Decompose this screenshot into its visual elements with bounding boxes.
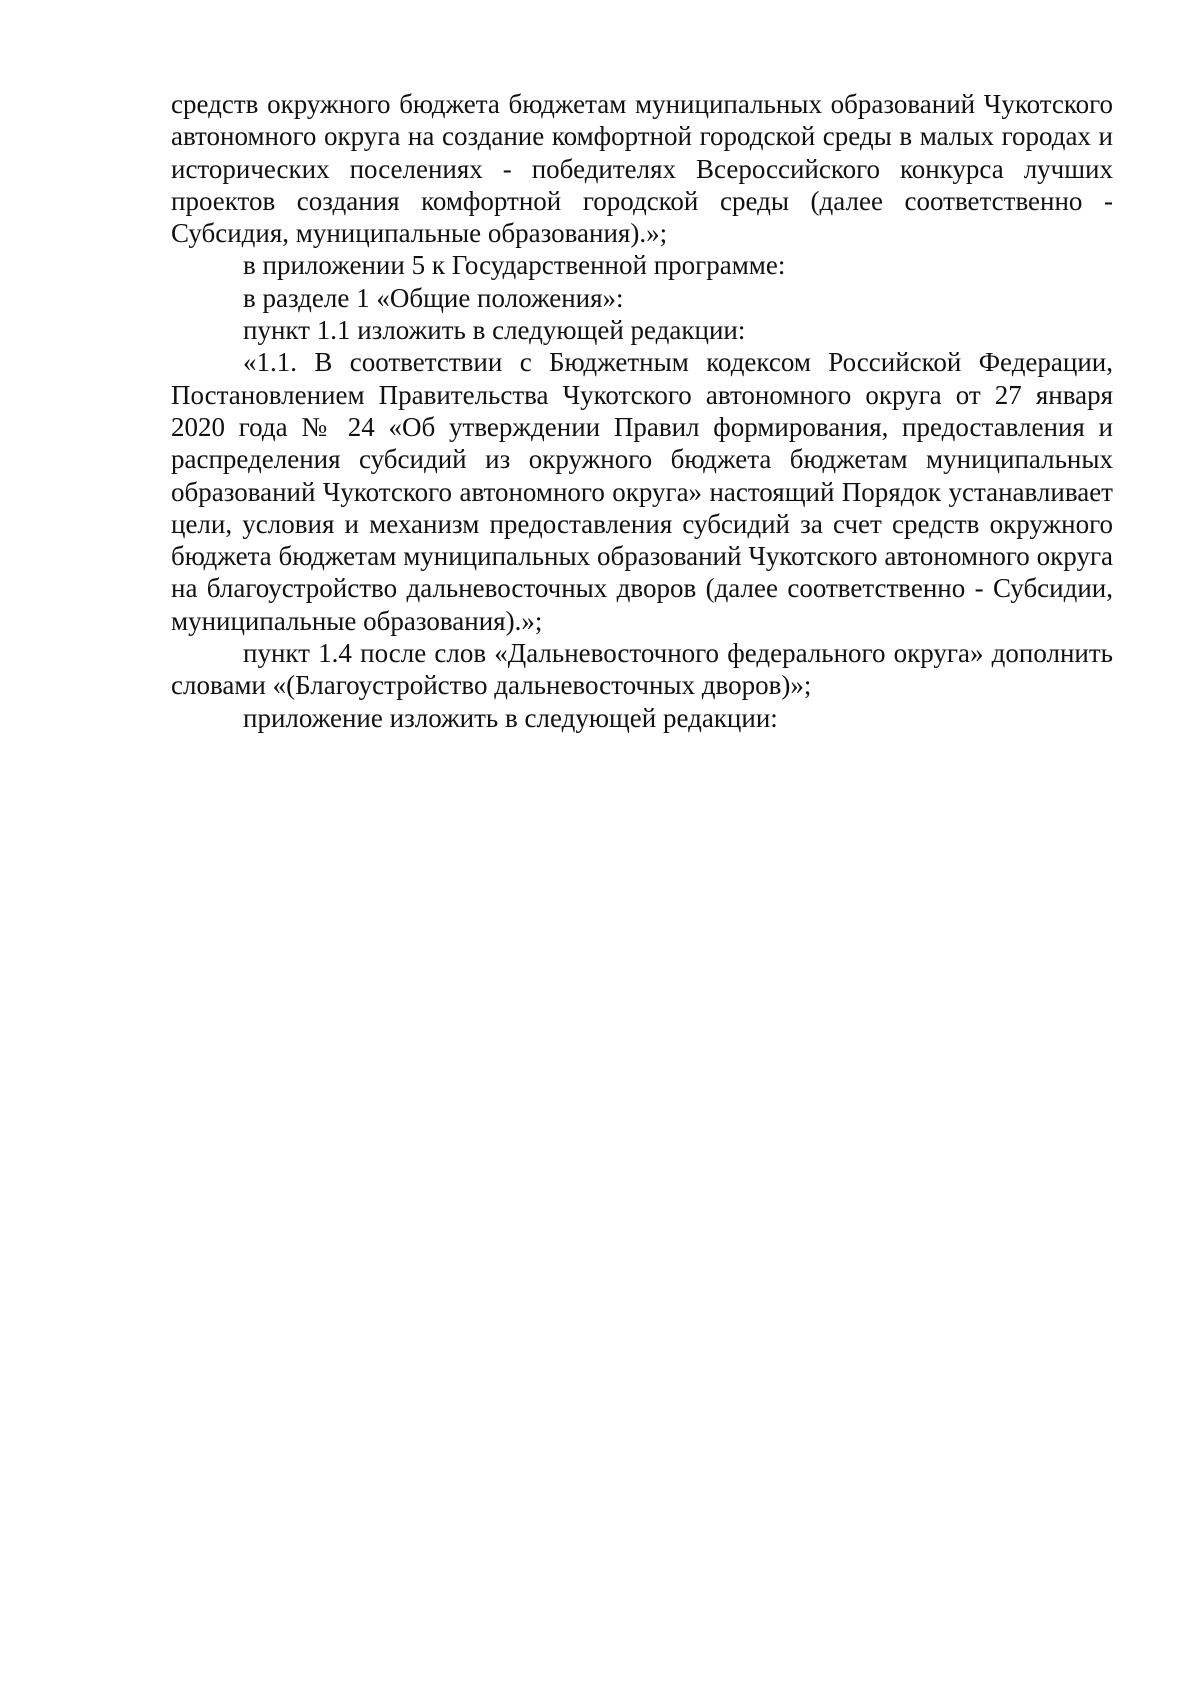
paragraph-clause-1-4: пункт 1.4 после слов «Дальневосточного федерального округа» дополнить словами «(Благоустройство дальневосточных дворов)»; bbox=[171, 638, 1113, 701]
paragraph-continuation: средств окружного бюджета бюджетам муниципальных образований Чукотского автономного округа на создание комфортной городской среды в малых городах и исторических поселениях - победителях Всероссийского конкурса лучших проектов создания комфортной городской среды (далее соответственно - Субсидия, муниципальные образования).»; bbox=[171, 89, 1113, 249]
paragraph-annex-redaction: приложение изложить в следующей редакции: bbox=[243, 702, 778, 733]
document-body bbox=[171, 88, 1113, 734]
paragraph-clause-1-1-text: «1.1. В соответствии с Бюджетным кодексом Российской Федерации, Постановлением Правительства Чукотского автономного округа от 27 января 2020 года № 24 «Об утверждении Правил формирования, предоставления и распределения субсидий из окружного бюджета бюджетам муниципальных образований Чукотского автономного округа» настоящий Порядок устанавливает цели, условия и механизм предоставления субсидий за счет средств окружного бюджета бюджетам муниципальных образований Чукотского автономного округа на благоустройство дальневосточных дворов (далее соответственно - Субсидии, муниципальные образования).»; bbox=[171, 347, 1113, 636]
paragraph-annex-5: в приложении 5 к Государственной программе: bbox=[243, 250, 786, 281]
paragraph-clause-1-1-intro: пункт 1.1 изложить в следующей редакции: bbox=[243, 315, 746, 346]
paragraph-section-1: в разделе 1 «Общие положения»: bbox=[243, 282, 624, 313]
